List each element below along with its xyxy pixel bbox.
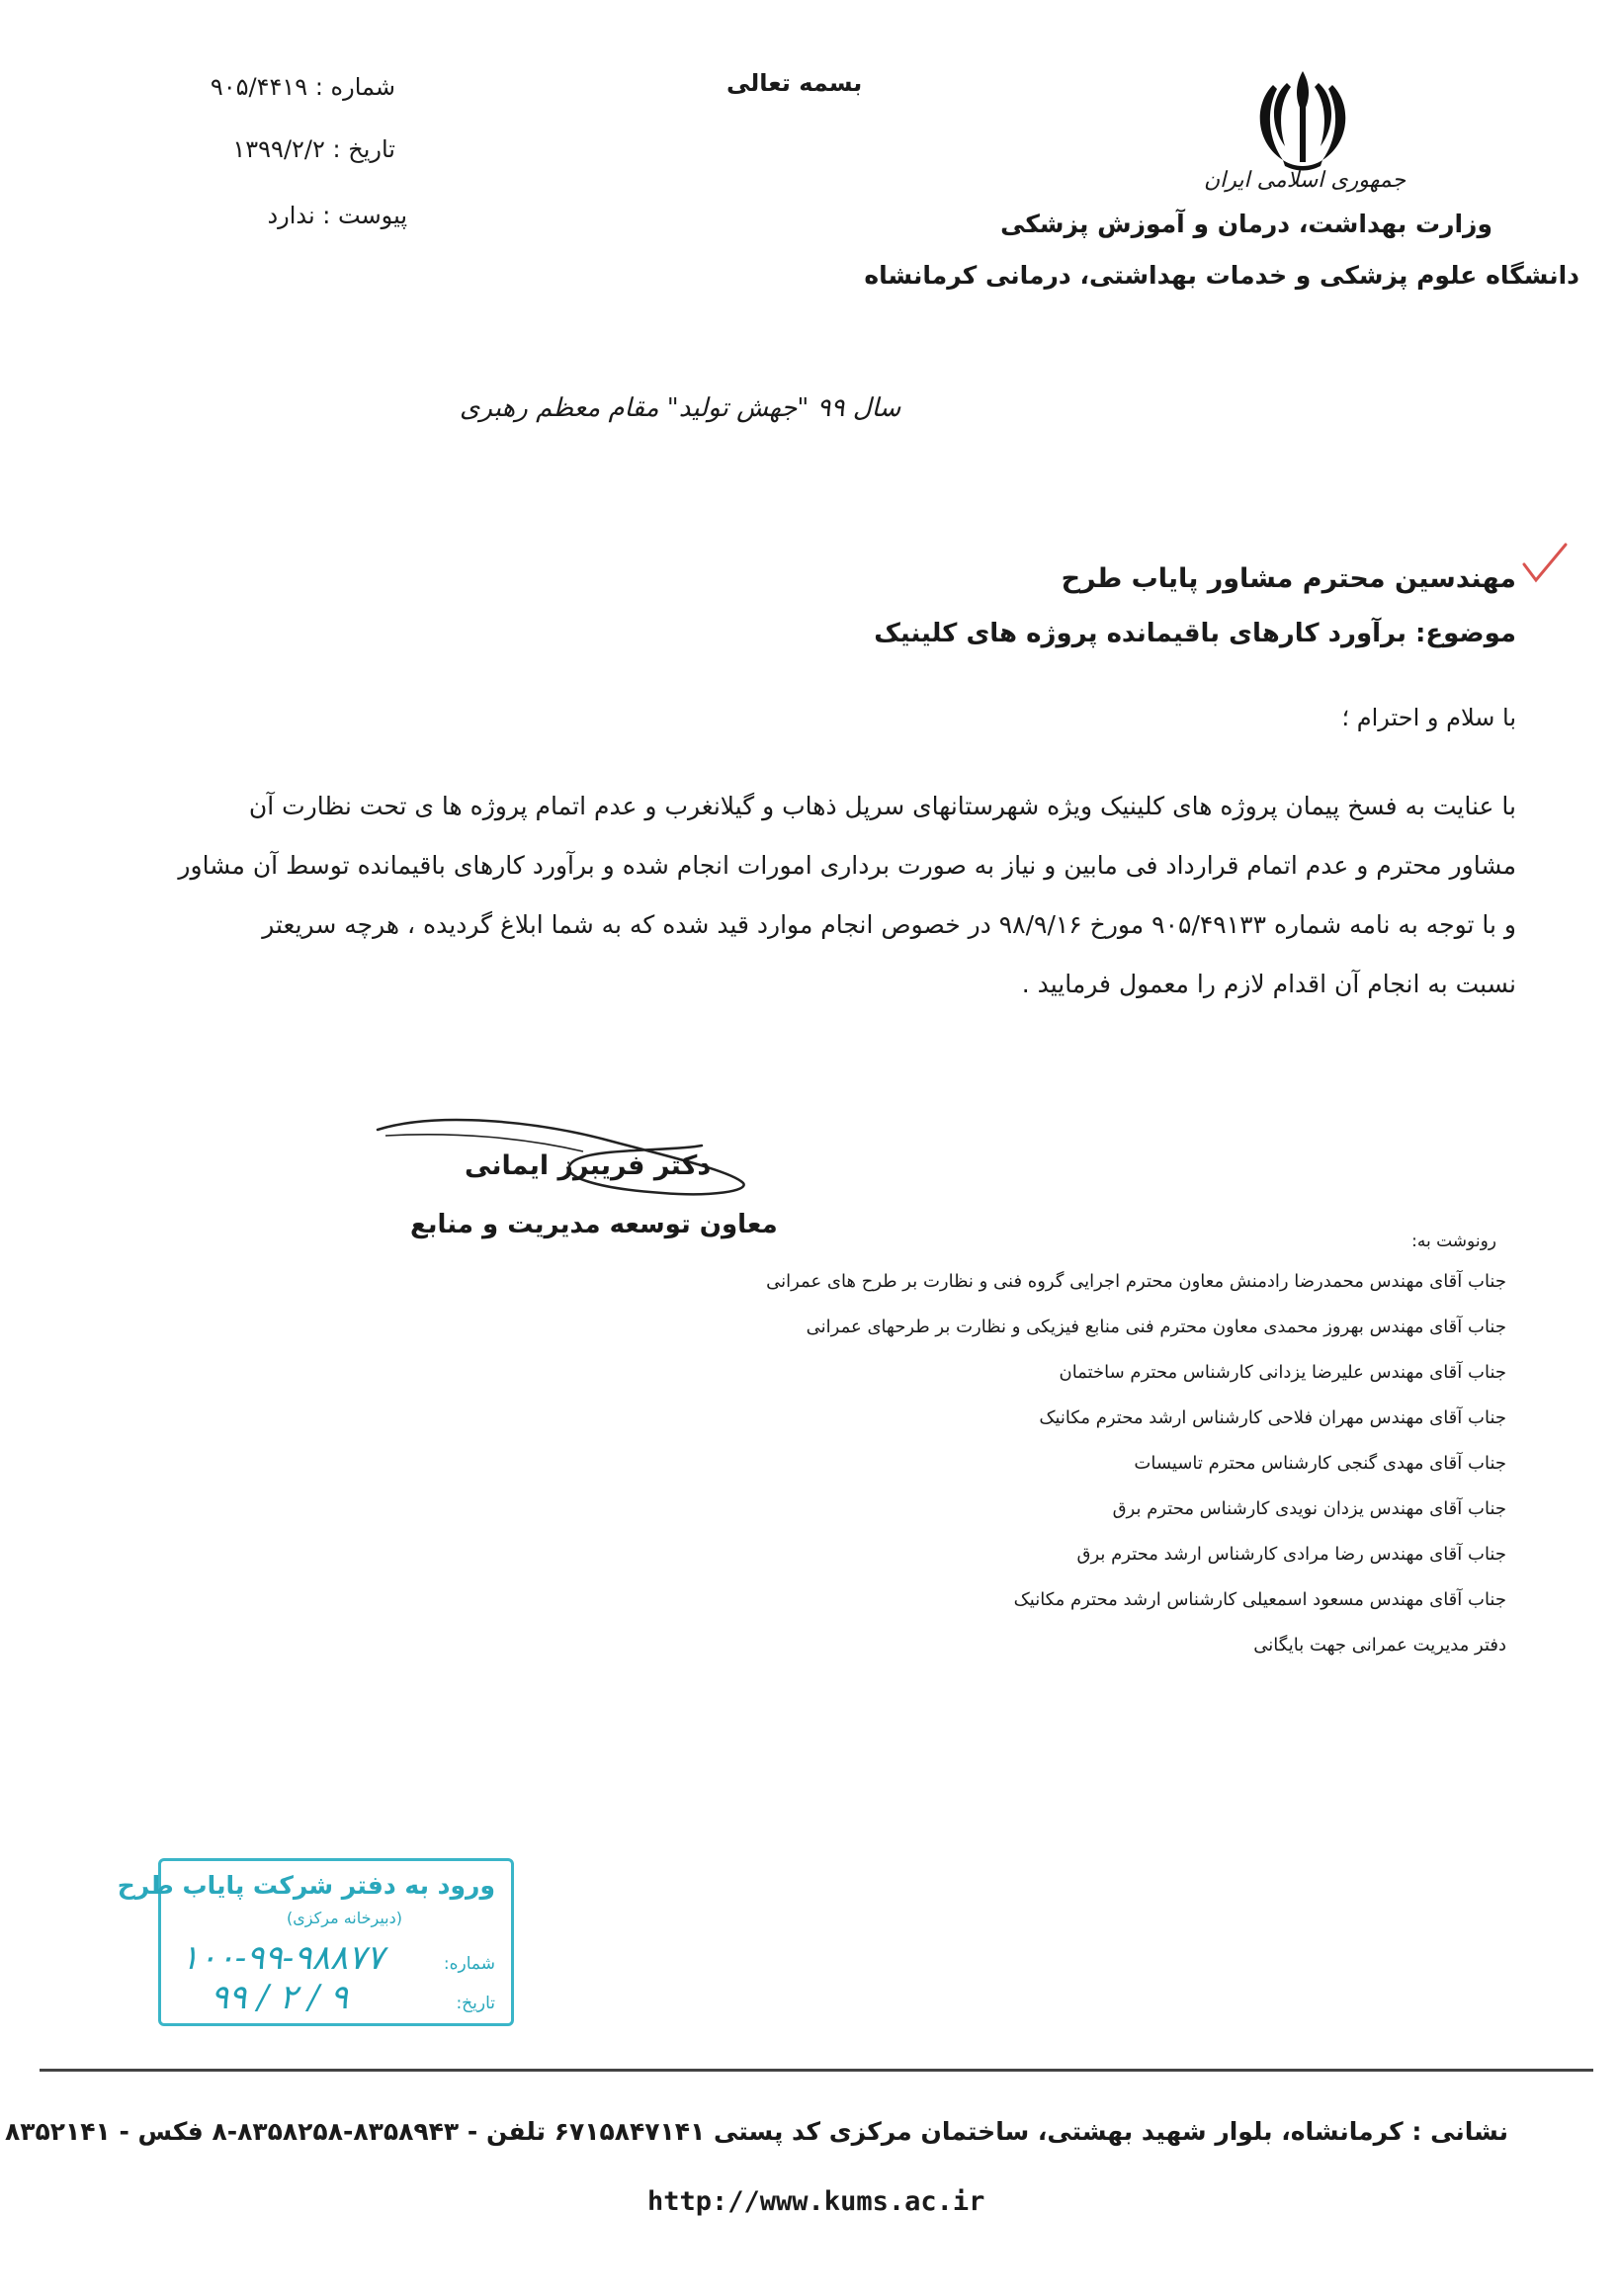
ministry-name: وزارت بهداشت، درمان و آموزش پزشکی bbox=[1000, 210, 1492, 238]
stamp-date-label: تاریخ: bbox=[456, 1994, 495, 2013]
stamp-number-value: ۱۰۰-۹۹-۹۸۸۷۷ bbox=[181, 1938, 384, 1978]
stamp-date-value: ۹۹ / ۲ / ۹ bbox=[211, 1978, 349, 2017]
cc-recipient: جناب آقای مهندس رضا مرادی کارشناس ارشد محترم برق bbox=[1076, 1544, 1506, 1565]
addressee: مهندسین محترم مشاور پایاب طرح bbox=[1061, 563, 1516, 594]
body-line: نسبت به انجام آن اقدام لازم را معمول فرمایید . bbox=[1021, 970, 1516, 998]
emblem-caption: جمهوری اسلامی ایران bbox=[1203, 168, 1406, 193]
cc-recipient: دفتر مدیریت عمرانی جهت بایگانی bbox=[1253, 1635, 1506, 1656]
signer-title: معاون توسعه مدیریت و منابع bbox=[410, 1210, 778, 1239]
cc-heading: رونوشت به: bbox=[1411, 1232, 1496, 1251]
iran-emblem-icon bbox=[1243, 63, 1362, 182]
bismillah-heading: بسمه تعالی bbox=[726, 69, 863, 97]
footer-address: نشانی : کرمانشاه، بلوار شهید بهشتی، ساختمان مرکزی کد پستی ۶۷۱۵۸۴۷۱۴۱ تلفن - ۸۳۵۸۹۴۳-۸۳۵۸۲۵۸-۸ فکس - ۸۳۵۲۱۴۱ bbox=[4, 2117, 1508, 2146]
letter-date: تاریخ : ۱۳۹۹/۲/۲ bbox=[232, 135, 395, 163]
cc-recipient: جناب آقای مهندس مسعود اسمعیلی کارشناس ارشد محترم مکانیک bbox=[1013, 1589, 1506, 1610]
cc-recipient: جناب آقای مهدی گنجی کارشناس محترم تاسیسات bbox=[1134, 1453, 1506, 1474]
cc-recipient: جناب آقای مهندس مهران فلاحی کارشناس ارشد محترم مکانیک bbox=[1039, 1407, 1506, 1428]
letter-number: شماره : ۹۰۵/۴۴۱۹ bbox=[210, 73, 395, 101]
cc-recipient: جناب آقای مهندس بهروز محمدی معاون محترم فنی منابع فیزیکی و نظارت بر طرحهای عمرانی bbox=[806, 1317, 1506, 1337]
letter-body bbox=[140, 777, 1516, 1014]
greeting: با سلام و احترام ؛ bbox=[1341, 704, 1516, 731]
subject-line: موضوع: برآورد کارهای باقیمانده پروژه های کلینیک bbox=[874, 619, 1516, 648]
university-name: دانشگاه علوم پزشکی و خدمات بهداشتی، درمانی کرمانشاه bbox=[864, 261, 1579, 290]
cc-recipient: جناب آقای مهندس علیرضا یزدانی کارشناس محترم ساختمان bbox=[1059, 1362, 1506, 1383]
receipt-stamp bbox=[117, 1858, 514, 2026]
body-line: با عنایت به فسخ پیمان پروژه های کلینیک ویژه شهرستانهای سرپل ذهاب و گیلانغرب و عدم اتمام پروژه ها ی تحت نظارت آن bbox=[248, 792, 1516, 820]
checkmark-icon bbox=[1520, 539, 1570, 588]
letter-attachment: پیوست : ندارد bbox=[267, 202, 407, 229]
stamp-title: ورود به دفتر شرکت پایاب طرح bbox=[117, 1871, 495, 1900]
body-line: و با توجه به نامه شماره ۹۰۵/۴۹۱۳۳ مورخ ۹۸/۹/۱۶ در خصوص انجام موارد قید شده که به شما ابلاغ گردیده ، هرچه سریعتر bbox=[262, 910, 1516, 939]
body-line: مشاور محترم و عدم اتمام قرارداد فی مابین و نیاز به صورت برداری امورات انجام شده و برآورد کارهای باقیمانده توسط آن مشاور bbox=[178, 851, 1516, 880]
footer-website-link[interactable]: http://www.kums.ac.ir bbox=[647, 2186, 985, 2217]
stamp-subtitle: (دبیرخانه مرکزی) bbox=[287, 1909, 402, 1927]
cc-recipient: جناب آقای مهندس یزدان نویدی کارشناس محترم برق bbox=[1112, 1498, 1506, 1519]
cc-list bbox=[766, 1259, 1506, 1668]
cc-recipient: جناب آقای مهندس محمدرضا رادمنش معاون محترم اجرایی گروه فنی و نظارت بر طرح های عمرانی bbox=[766, 1271, 1506, 1292]
stamp-number-label: شماره: bbox=[443, 1954, 495, 1974]
footer-divider bbox=[40, 2069, 1593, 2072]
signer-name: دکتر فریبرز ایمانی bbox=[465, 1150, 712, 1181]
year-slogan: سال ۹۹ "جهش تولید" مقام معظم رهبری bbox=[460, 393, 901, 423]
